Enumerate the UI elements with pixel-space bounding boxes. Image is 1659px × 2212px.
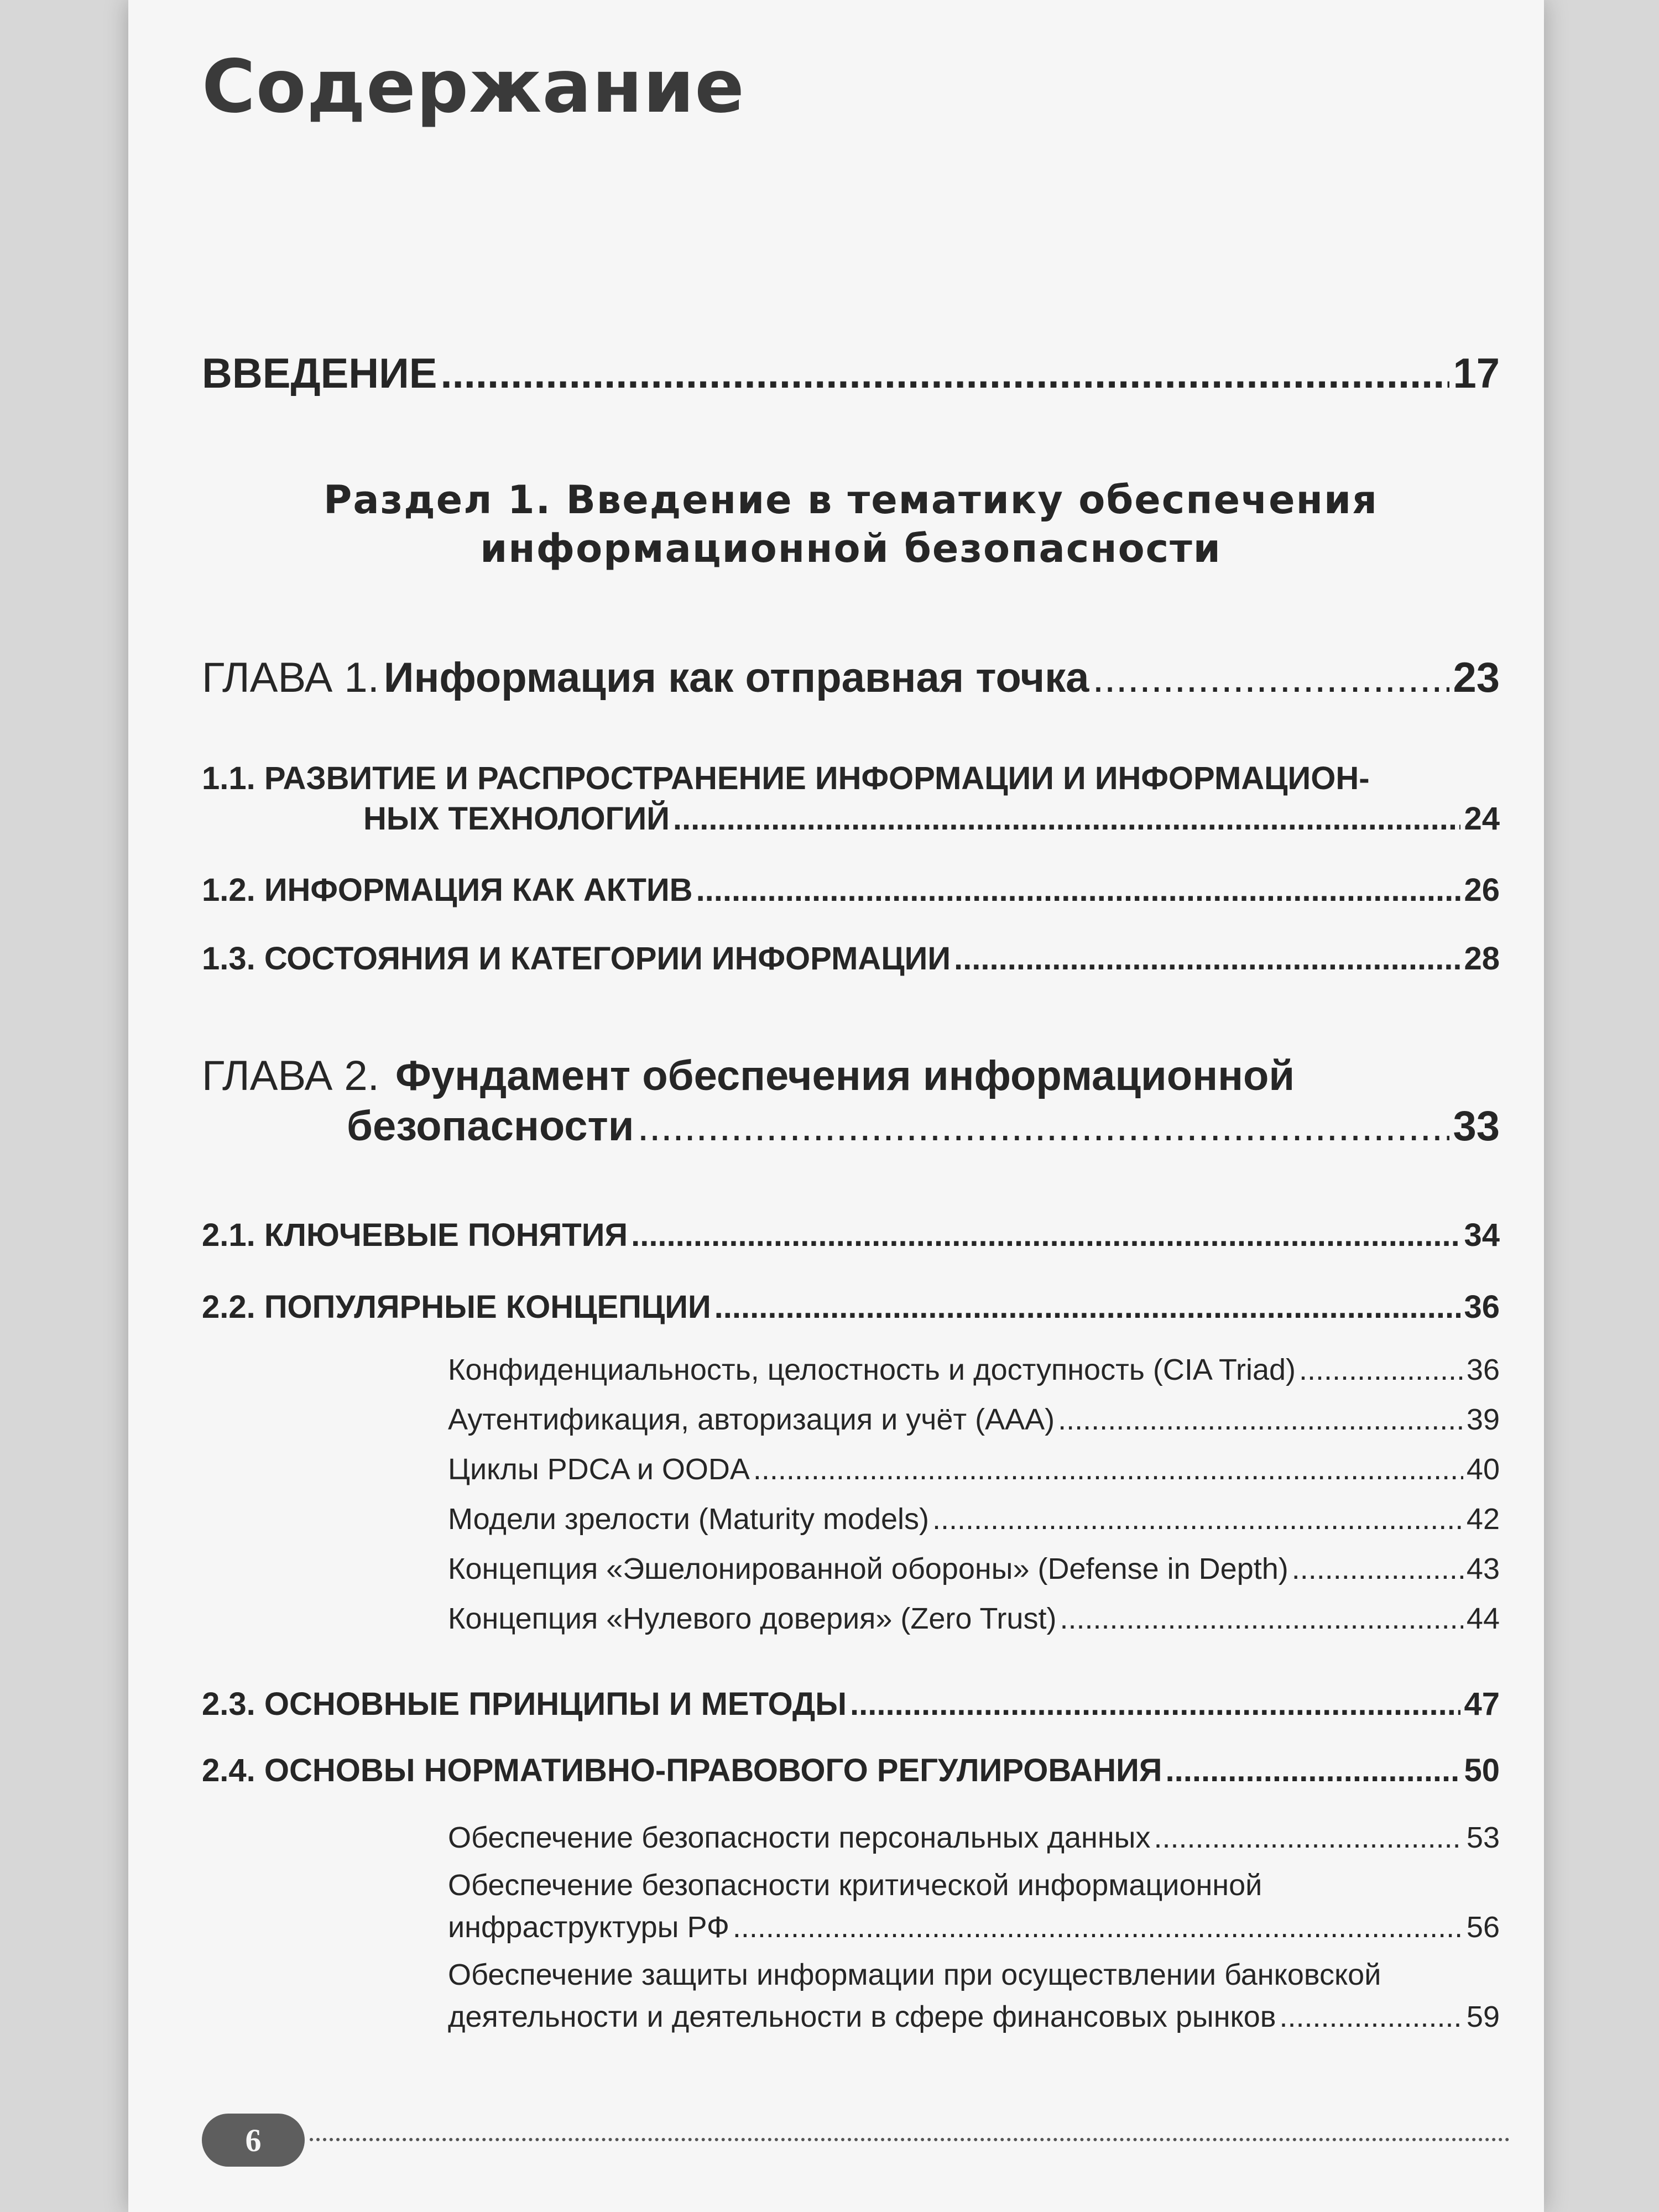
- toc-entry-label: 2.4. ОСНОВЫ НОРМАТИВНО-ПРАВОВОГО РЕГУЛИРОВАНИЯ: [202, 1752, 1162, 1788]
- toc-entry-label: 1.2. ИНФОРМАЦИЯ КАК АКТИВ: [202, 872, 693, 908]
- toc-subsection-1-3[interactable]: [202, 940, 1500, 977]
- toc-entry-label: 2.3. ОСНОВНЫЕ ПРИНЦИПЫ И МЕТОДЫ: [202, 1686, 847, 1722]
- section-heading: [202, 476, 1500, 573]
- toc-chapter-1[interactable]: [202, 654, 1500, 702]
- dot-leader: [1292, 1552, 1463, 1586]
- toc-entry-introduction[interactable]: [202, 349, 1500, 398]
- toc-subsection-1-2[interactable]: [202, 872, 1500, 909]
- dot-leader: [441, 349, 1450, 398]
- dot-leader: [1154, 1820, 1463, 1855]
- dot-leader: [1092, 654, 1449, 702]
- toc-entry-page: 42: [1466, 1503, 1500, 1536]
- toc-entry-page: 28: [1464, 941, 1500, 977]
- dot-leader: [850, 1686, 1460, 1723]
- dot-leader: [1060, 1601, 1463, 1636]
- section-heading-line1: Раздел 1. Введение в тематику обеспечения: [324, 477, 1378, 523]
- dot-leader: [733, 1910, 1463, 1944]
- toc-subsection-1-1[interactable]: [202, 760, 1500, 837]
- toc-entry-label: Концепция «Нулевого доверия» (Zero Trust): [448, 1602, 1057, 1635]
- toc-entry-page: 36: [1466, 1353, 1500, 1386]
- page-number-badge: [202, 2114, 305, 2167]
- toc-entry-page: 44: [1466, 1602, 1500, 1635]
- toc-entry-label-continued: деятельности и деятельности в сфере финансовых рынков: [448, 2000, 1276, 2033]
- toc-entry-page: 47: [1464, 1686, 1500, 1722]
- toc-entry-label: Обеспечение безопасности критической информационной: [448, 1869, 1262, 1902]
- toc-entry-label: Обеспечение безопасности персональных данных: [448, 1821, 1151, 1854]
- toc-subsection-2-3[interactable]: [202, 1686, 1500, 1723]
- dot-leader: [1280, 2000, 1463, 2034]
- toc-entry-label: Конфиденциальность, целостность и доступность (CIA Triad): [448, 1353, 1296, 1386]
- dot-leader: [631, 1217, 1460, 1254]
- toc-item-critical-infrastructure[interactable]: [448, 1868, 1500, 1944]
- toc-item-banking-security[interactable]: [448, 1958, 1500, 2034]
- toc-entry-label: Циклы PDCA и OODA: [448, 1453, 750, 1486]
- section-heading-line2: информационной безопасности: [480, 526, 1222, 571]
- toc-item-maturity-models[interactable]: [448, 1502, 1500, 1536]
- toc-entry-label: 2.2. ПОПУЛЯРНЫЕ КОНЦЕПЦИИ: [202, 1289, 711, 1325]
- toc-item-zero-trust[interactable]: [448, 1601, 1500, 1636]
- toc-entry-page: 36: [1464, 1289, 1500, 1325]
- toc-entry-label: Обеспечение защиты информации при осуществлении банковской: [448, 1958, 1381, 1991]
- chapter-lead: ГЛАВА 2.: [202, 1052, 379, 1099]
- toc-entry-page: 26: [1464, 872, 1500, 908]
- dot-leader: [638, 1102, 1450, 1150]
- toc-item-personal-data[interactable]: [448, 1820, 1500, 1855]
- dot-leader: [932, 1502, 1463, 1536]
- toc-entry-page: 59: [1466, 2000, 1500, 2033]
- chapter-name: Информация как отправная точка: [383, 654, 1089, 701]
- toc-entry-page: 34: [1464, 1217, 1500, 1253]
- toc-entry-label: 1.3. СОСТОЯНИЯ И КАТЕГОРИИ ИНФОРМАЦИИ: [202, 941, 951, 977]
- toc-entry-label: Аутентификация, авторизация и учёт (AAA): [448, 1403, 1055, 1436]
- toc-entry-label: ВВЕДЕНИЕ: [202, 350, 437, 397]
- page-title: Содержание: [202, 44, 745, 129]
- toc-entry-label-continued: инфраструктуры РФ: [448, 1911, 729, 1944]
- toc-entry-page: 50: [1464, 1752, 1500, 1788]
- toc-entry-label-continued: НЫХ ТЕХНОЛОГИЙ: [363, 801, 670, 837]
- toc-subsection-2-1[interactable]: [202, 1217, 1500, 1254]
- toc-item-cia-triad[interactable]: [448, 1353, 1500, 1387]
- toc-entry-page: 56: [1466, 1911, 1500, 1944]
- toc-entry-page: 43: [1466, 1552, 1500, 1585]
- toc-entry-page: 33: [1453, 1103, 1500, 1150]
- toc-subsection-2-4[interactable]: [202, 1752, 1500, 1789]
- toc-entry-label: Модели зрелости (Maturity models): [448, 1503, 930, 1536]
- toc-entry-page: 53: [1466, 1821, 1500, 1854]
- toc-chapter-2[interactable]: [202, 1052, 1500, 1150]
- dot-leader: [696, 872, 1461, 909]
- toc-item-defense-in-depth[interactable]: [448, 1552, 1500, 1586]
- toc-entry-label: 1.1. РАЗВИТИЕ И РАСПРОСТРАНЕНИЕ ИНФОРМАЦИИ И ИНФОРМАЦИОН-: [202, 760, 1370, 796]
- dot-leader: [1166, 1752, 1461, 1789]
- dot-leader: [1299, 1353, 1463, 1387]
- chapter-lead: ГЛАВА 1.: [202, 654, 379, 701]
- toc-entry-page: 40: [1466, 1453, 1500, 1486]
- toc-entry-page: 23: [1453, 654, 1500, 701]
- chapter-name-continued: безопасности: [347, 1103, 634, 1150]
- page-number: 6: [245, 2122, 262, 2158]
- toc-subsection-2-2[interactable]: [202, 1288, 1500, 1326]
- dot-leader: [714, 1288, 1461, 1326]
- footer-dotted-line: [310, 2138, 1510, 2141]
- toc-entry-label: 2.1. КЛЮЧЕВЫЕ ПОНЯТИЯ: [202, 1217, 628, 1253]
- toc-item-pdca-ooda[interactable]: [448, 1452, 1500, 1486]
- toc-entry-label: Концепция «Эшелонированной обороны» (Defense in Depth): [448, 1552, 1288, 1585]
- dot-leader: [673, 800, 1461, 837]
- toc-entry-page: 39: [1466, 1403, 1500, 1436]
- toc-entry-page: 17: [1453, 350, 1500, 397]
- toc-entry-page: 24: [1464, 801, 1500, 837]
- dot-leader: [1058, 1402, 1463, 1437]
- dot-leader: [753, 1452, 1463, 1486]
- chapter-name: Фундамент обеспечения информационной: [395, 1052, 1295, 1099]
- dot-leader: [954, 940, 1460, 977]
- toc-item-aaa[interactable]: [448, 1402, 1500, 1437]
